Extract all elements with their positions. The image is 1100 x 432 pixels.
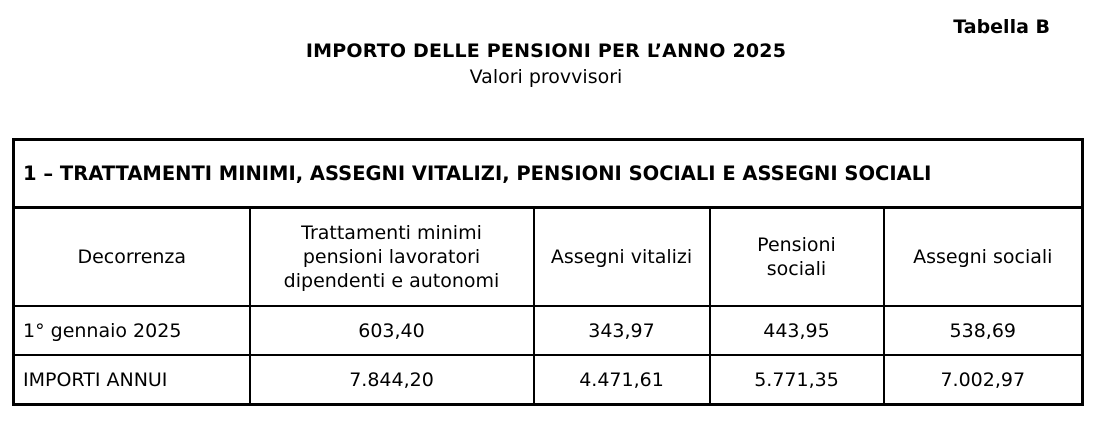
document-subtitle: Valori provvisori <box>469 66 623 88</box>
header-decorrenza: Decorrenza <box>14 208 250 307</box>
cell-assegni-sociali-annui: 7.002,97 <box>884 355 1083 405</box>
header-assegni-sociali: Assegni sociali <box>884 208 1083 307</box>
row-label-decorrenza: 1° gennaio 2025 <box>14 306 250 355</box>
table-label: Tabella B <box>953 16 1050 38</box>
cell-trattamenti-minimi: 603,40 <box>250 306 534 355</box>
cell-assegni-vitalizi: 343,97 <box>534 306 710 355</box>
header-row <box>14 208 1083 307</box>
document-title: IMPORTO DELLE PENSIONI PER L’ANNO 2025 <box>305 40 787 62</box>
table-row <box>14 306 1083 355</box>
header-pensioni-sociali-label: Pensioni sociali <box>757 234 836 280</box>
header-trattamenti-minimi <box>250 208 534 307</box>
cell-pensioni-sociali: 443,95 <box>710 306 884 355</box>
pension-amounts-table <box>12 138 1084 406</box>
section-row <box>14 140 1083 208</box>
cell-assegni-sociali: 538,69 <box>884 306 1083 355</box>
cell-trattamenti-minimi-annui: 7.844,20 <box>250 355 534 405</box>
table-row <box>14 355 1083 405</box>
header-trattamenti-minimi-label: Trattamenti minimi pensioni lavoratori dipendenti e autonomi <box>283 222 500 292</box>
cell-pensioni-sociali-annui: 5.771,35 <box>710 355 884 405</box>
cell-assegni-vitalizi-annui: 4.471,61 <box>534 355 710 405</box>
header-assegni-vitalizi: Assegni vitalizi <box>534 208 710 307</box>
section-title: 1 – TRATTAMENTI MINIMI, ASSEGNI VITALIZI, PENSIONI SOCIALI E ASSEGNI SOCIALI <box>14 140 1083 208</box>
row-label-importi-annui: IMPORTI ANNUI <box>14 355 250 405</box>
header-pensioni-sociali <box>710 208 884 307</box>
